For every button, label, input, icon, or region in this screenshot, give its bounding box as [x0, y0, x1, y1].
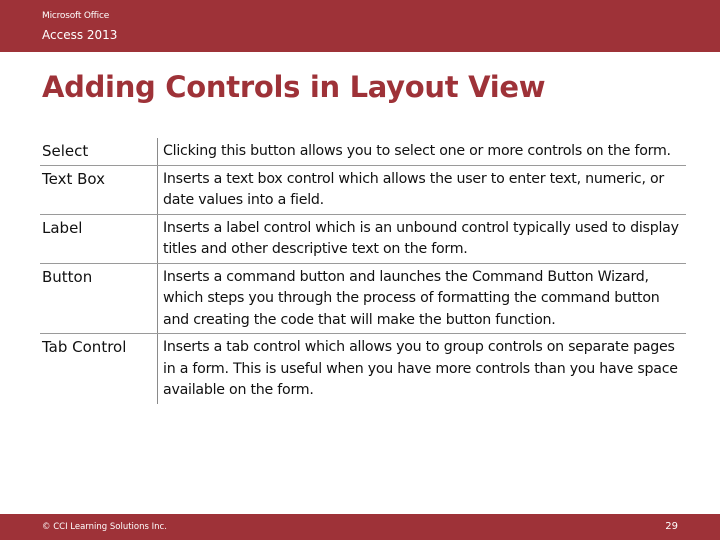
table-row: [40, 214, 686, 263]
row-term: Text Box: [42, 169, 105, 188]
table-row: [40, 138, 686, 165]
product-name: Access 2013: [42, 28, 118, 42]
footer-bar: [0, 514, 720, 540]
row-description: Inserts a tab control which allows you to group controls on separate pages in a form. This is useful when you have more controls than you have space available on the form.: [157, 334, 686, 404]
row-description: Inserts a command button and launches the Command Button Wizard, which steps you through the process of formatting the command button and creating the code that will make the button function.: [157, 264, 686, 334]
row-term: Tab Control: [42, 338, 127, 356]
row-description: Inserts a text box control which allows the user to enter text, numeric, or date values into a field.: [157, 166, 686, 214]
header-bar: [0, 0, 720, 52]
brand-name: Microsoft Office: [42, 11, 110, 21]
controls-table: [40, 138, 686, 404]
row-description: Clicking this button allows you to select one or more controls on the form.: [157, 138, 686, 165]
row-description: Inserts a label control which is an unbound control typically used to display titles and other descriptive text on the form.: [157, 215, 686, 263]
row-term: Button: [42, 267, 93, 286]
copyright-text: © CCI Learning Solutions Inc.: [42, 522, 167, 532]
row-term: Label: [42, 218, 83, 237]
table-row: [40, 263, 686, 334]
slide-title: Adding Controls in Layout View: [42, 70, 546, 104]
table-row: [40, 333, 686, 404]
table-row: [40, 165, 686, 214]
row-term: Select: [42, 142, 89, 160]
page-number: 29: [665, 521, 678, 532]
